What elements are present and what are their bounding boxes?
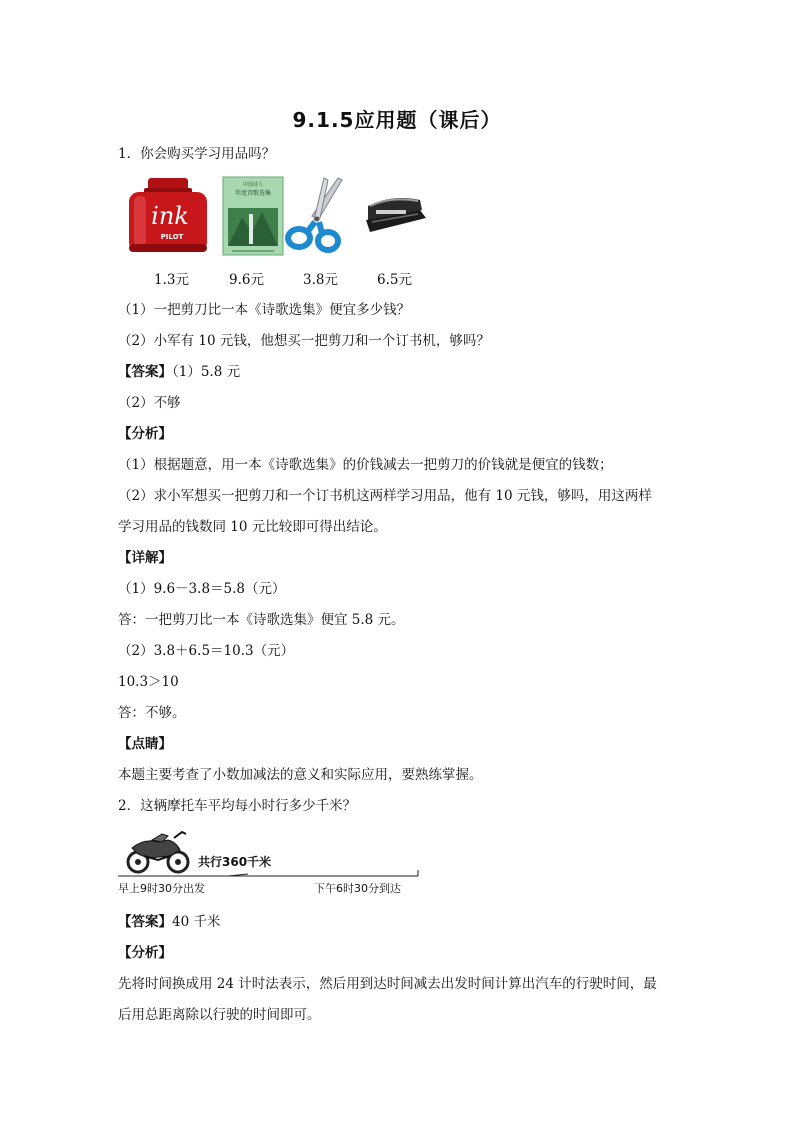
ink-sub-text: PILOT: [160, 233, 184, 241]
comment-tag: 【点睛】: [118, 736, 172, 752]
detail-2-compare: 10.3＞10: [118, 674, 179, 690]
detail-1-answer: 答：一把剪刀比一本《诗歌选集》便宜 5.8 元。: [118, 612, 405, 628]
ink-bottle-image: [126, 176, 210, 256]
analysis-tag: 【分析】: [118, 426, 172, 442]
detail-2: （2）3.8＋6.5＝10.3（元）: [118, 643, 295, 659]
detail-1: （1）9.6－3.8＝5.8（元）: [118, 581, 286, 597]
motorcycle-icon: [128, 832, 188, 872]
answer-2: （2）不够: [118, 395, 181, 411]
answer-tag: 【答案】: [118, 364, 172, 380]
answer-1: （1）5.8 元: [172, 364, 241, 380]
q2-stem: 2．这辆摩托车平均每小时行多少千米？: [118, 798, 357, 814]
diagram-total: 共行360千米: [198, 855, 272, 869]
stapler-image: [362, 176, 428, 236]
price-ink: 1.3元: [154, 272, 189, 288]
q2-analysis-a: 先将时间换成用 24 计时法表示，然后用到达时间减去出发时间计算出汽车的行驶时间，最: [118, 976, 657, 992]
price-scissors: 3.8元: [303, 272, 338, 288]
q2-analysis-tag: 【分析】: [118, 945, 172, 961]
q2-analysis-b: 后用总距离除以行驶的时间即可。: [118, 1007, 321, 1023]
book-publisher-text: 中国诗人: [242, 182, 264, 188]
q2-answer-line: [118, 912, 220, 932]
q2-answer-tag: 【答案】: [118, 914, 172, 930]
ink-brand-text: ink: [151, 202, 189, 230]
detail-2-answer: 答：不够。: [118, 705, 186, 721]
price-stapler: 6.5元: [377, 272, 412, 288]
q1-sub2: （2）小军有 10 元钱，他想买一把剪刀和一个订书机，够吗？: [118, 333, 490, 349]
q1-sub1: （1）一把剪刀比一本《诗歌选集》便宜多少钱？: [118, 302, 411, 318]
q1-stem: 1．你会购买学习用品吗？: [118, 146, 276, 162]
diagram-depart: 早上9时30分出发: [118, 882, 205, 895]
scissors-image: [284, 176, 346, 256]
page-title: 9.1.5应用题（课后）: [292, 108, 502, 132]
analysis-1: （1）根据题意，用一本《诗歌选集》的价钱减去一把剪刀的价钱就是便宜的钱数；: [118, 457, 613, 473]
product-images: [126, 176, 436, 256]
analysis-2a: （2）求小军想买一把剪刀和一个订书机这两样学习用品，他有 10 元钱，够吗，用这两样: [118, 488, 652, 504]
motorcycle-diagram: [118, 826, 438, 898]
detail-tag: 【详解】: [118, 550, 172, 566]
poetry-book-image: [222, 176, 284, 256]
q1-answer-line: [118, 362, 240, 382]
comment-text: 本题主要考查了小数加减法的意义和实际应用，要熟练掌握。: [118, 767, 483, 783]
q2-answer: 40 千米: [172, 914, 221, 930]
analysis-2b: 学习用品的钱数同 10 元比较即可得出结论。: [118, 519, 387, 535]
diagram-arrive: 下午6时30分到达: [314, 882, 401, 895]
book-title-text: 年度诗歌选集: [234, 190, 272, 197]
price-book: 9.6元: [229, 272, 264, 288]
